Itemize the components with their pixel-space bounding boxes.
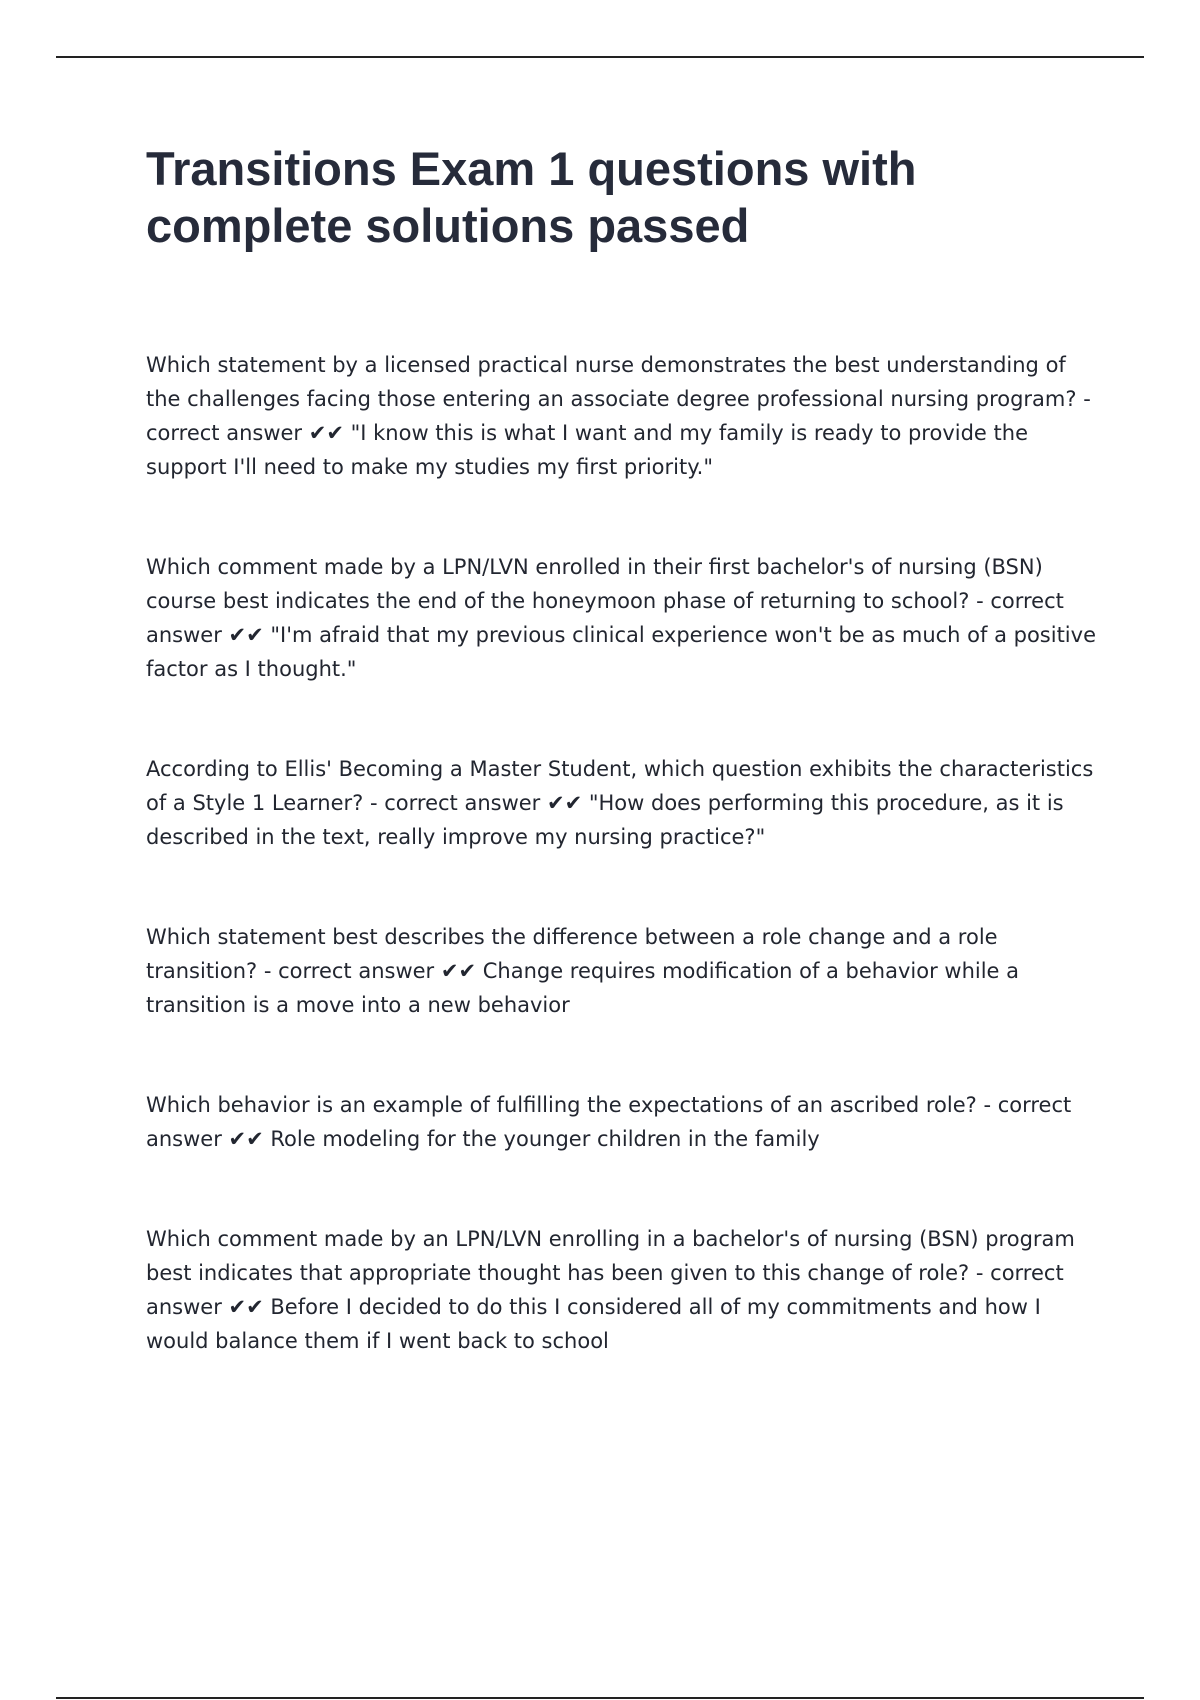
top-rule <box>56 56 1144 58</box>
answer-text: "How does performing this procedure, as it is described in the text, really improve my nursing practice?" <box>146 791 1064 849</box>
bottom-rule <box>56 1697 1144 1699</box>
answer-text: Role modeling for the younger children in the family <box>270 1127 820 1151</box>
qa-item <box>146 752 1096 854</box>
question-text: Which behavior is an example of fulfilling the expectations of an ascribed role? <box>146 1093 977 1117</box>
answer-text: Before I decided to do this I considered all of my commitments and how I would balance them if I went back to school <box>146 1295 1041 1353</box>
answer-text: "I know this is what I want and my family is ready to provide the support I'll need to make my studies my first priority." <box>146 421 1028 479</box>
question-text: Which statement by a licensed practical nurse demonstrates the best understanding of the challenges facing those entering an associate degree professional nursing program? <box>146 353 1077 411</box>
answer-text: Change requires modification of a behavior while a transition is a move into a new behavior <box>146 959 1020 1017</box>
question-text: Which comment made by an LPN/LVN enrolling in a bachelor's of nursing (BSN) program best indicates that appropriate thought has been given to this change of role? <box>146 1227 1075 1285</box>
qa-item <box>146 550 1096 686</box>
qa-item <box>146 348 1096 484</box>
document-title: Transitions Exam 1 questions with complete solutions passed <box>146 142 917 252</box>
answer-separator: - correct answer ✔✔ <box>363 791 589 815</box>
answer-separator: - correct answer ✔✔ <box>257 959 483 983</box>
answer-separator: - correct answer ✔✔ <box>146 1093 1072 1151</box>
qa-item <box>146 1088 1096 1156</box>
qa-item <box>146 920 1096 1022</box>
answer-separator: - correct answer ✔✔ <box>146 1261 1064 1319</box>
qa-item <box>146 1222 1096 1358</box>
question-text: Which comment made by a LPN/LVN enrolled in their first bachelor's of nursing (BSN) course best indicates the end of the honeymoon phase of returning to school? <box>146 555 1043 613</box>
question-text: Which statement best describes the difference between a role change and a role transition? <box>146 925 998 983</box>
answer-text: "I'm afraid that my previous clinical experience won't be as much of a positive factor as I thought." <box>146 623 1096 681</box>
answer-separator: - correct answer ✔✔ <box>146 387 1091 445</box>
qa-list <box>146 348 1096 1358</box>
document-body <box>146 140 1096 1424</box>
answer-separator: - correct answer ✔✔ <box>146 589 1064 647</box>
question-text: According to Ellis' Becoming a Master Student, which question exhibits the characteristics of a Style 1 Learner? <box>146 757 1094 815</box>
